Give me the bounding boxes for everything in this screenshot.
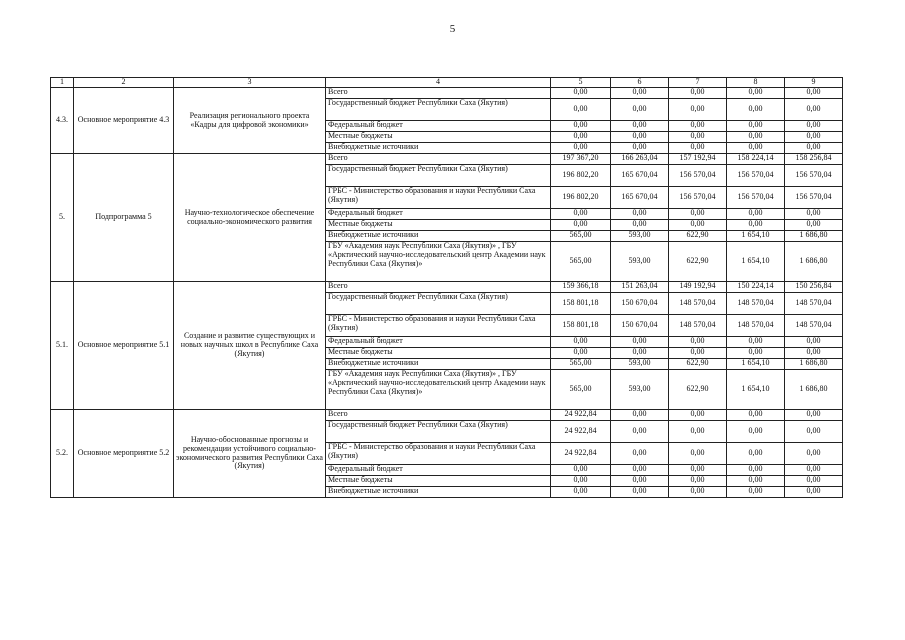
funding-source: Государственный бюджет Республики Саха (Якутия): [326, 99, 551, 121]
header-cell: 7: [669, 78, 727, 88]
value-cell: 148 570,04: [785, 315, 843, 337]
value-cell: 158 224,14: [727, 154, 785, 165]
value-cell: 0,00: [611, 143, 669, 154]
value-cell: 0,00: [611, 99, 669, 121]
value-cell: 0,00: [551, 99, 611, 121]
group-code: 5.2.: [51, 410, 74, 498]
value-cell: 622,90: [669, 359, 727, 370]
header-cell: 1: [51, 78, 74, 88]
funding-source: ГБУ «Академия наук Республики Саха (Якутия)» , ГБУ «Арктический научно-исследовательский центр Академии наук Республики Саха (Якутия)»: [326, 242, 551, 282]
value-cell: 148 570,04: [785, 293, 843, 315]
funding-source: Федеральный бюджет: [326, 465, 551, 476]
value-cell: 151 263,04: [611, 282, 669, 293]
budget-table: [50, 77, 843, 498]
value-cell: 593,00: [611, 231, 669, 242]
value-cell: 0,00: [551, 348, 611, 359]
header-cell: 2: [74, 78, 174, 88]
value-cell: 196 802,20: [551, 165, 611, 187]
funding-source: ГРБС - Министерство образования и науки Республики Саха (Якутия): [326, 443, 551, 465]
value-cell: 0,00: [785, 337, 843, 348]
group-name: Реализация регионального проекта «Кадры для цифровой экономики»: [174, 88, 326, 154]
value-cell: 1 654,10: [727, 359, 785, 370]
value-cell: 24 922,84: [551, 443, 611, 465]
value-cell: 0,00: [669, 410, 727, 421]
value-cell: 150 670,04: [611, 315, 669, 337]
value-cell: 0,00: [611, 465, 669, 476]
value-cell: 150 224,14: [727, 282, 785, 293]
value-cell: 0,00: [551, 487, 611, 498]
value-cell: 622,90: [669, 242, 727, 282]
value-cell: 0,00: [785, 143, 843, 154]
value-cell: 0,00: [611, 121, 669, 132]
value-cell: 0,00: [785, 220, 843, 231]
group-code: 5.1.: [51, 282, 74, 410]
value-cell: 156 570,04: [727, 165, 785, 187]
value-cell: 565,00: [551, 370, 611, 410]
group-name: Создание и развитие существующих и новых научных школ в Республике Саха (Якутия): [174, 282, 326, 410]
value-cell: 0,00: [669, 348, 727, 359]
value-cell: 622,90: [669, 370, 727, 410]
value-cell: 0,00: [727, 348, 785, 359]
value-cell: 0,00: [727, 337, 785, 348]
value-cell: 0,00: [727, 410, 785, 421]
value-cell: 0,00: [727, 465, 785, 476]
funding-source: Внебюджетные источники: [326, 143, 551, 154]
value-cell: 0,00: [611, 209, 669, 220]
header-cell: 9: [785, 78, 843, 88]
group-type: Подпрограмма 5: [74, 154, 174, 282]
funding-source: Государственный бюджет Республики Саха (Якутия): [326, 165, 551, 187]
funding-source: Всего: [326, 88, 551, 99]
header-cell: 8: [727, 78, 785, 88]
value-cell: 148 570,04: [669, 315, 727, 337]
table-row: [51, 88, 843, 99]
value-cell: 158 801,18: [551, 293, 611, 315]
value-cell: 0,00: [669, 421, 727, 443]
value-cell: 0,00: [727, 443, 785, 465]
value-cell: 0,00: [611, 88, 669, 99]
value-cell: 1 654,10: [727, 370, 785, 410]
value-cell: 156 570,04: [785, 187, 843, 209]
value-cell: 148 570,04: [669, 293, 727, 315]
value-cell: 0,00: [611, 410, 669, 421]
value-cell: 593,00: [611, 242, 669, 282]
funding-source: Государственный бюджет Республики Саха (Якутия): [326, 421, 551, 443]
value-cell: 0,00: [669, 443, 727, 465]
page-number: 5: [449, 23, 456, 35]
value-cell: 0,00: [727, 99, 785, 121]
table-body: [51, 78, 843, 498]
funding-source: Внебюджетные источники: [326, 487, 551, 498]
group-name: Научно-обоснованные прогнозы и рекомендации устойчивого социально-экономического развития Республики Саха (Якутия): [174, 410, 326, 498]
value-cell: 196 802,20: [551, 187, 611, 209]
value-cell: 0,00: [551, 132, 611, 143]
value-cell: 565,00: [551, 242, 611, 282]
value-cell: 0,00: [785, 443, 843, 465]
value-cell: 158 256,84: [785, 154, 843, 165]
value-cell: 0,00: [669, 220, 727, 231]
value-cell: 156 570,04: [669, 187, 727, 209]
funding-source: ГРБС - Министерство образования и науки Республики Саха (Якутия): [326, 187, 551, 209]
table-row: [51, 154, 843, 165]
funding-source: Местные бюджеты: [326, 476, 551, 487]
value-cell: 0,00: [727, 220, 785, 231]
value-cell: 0,00: [611, 348, 669, 359]
value-cell: 0,00: [785, 348, 843, 359]
value-cell: 166 263,04: [611, 154, 669, 165]
funding-source: Местные бюджеты: [326, 132, 551, 143]
funding-source: ГРБС - Министерство образования и науки Республики Саха (Якутия): [326, 315, 551, 337]
group-name: Научно-технологическое обеспечение социально-экономического развития: [174, 154, 326, 282]
value-cell: 0,00: [669, 487, 727, 498]
group-code: 5.: [51, 154, 74, 282]
value-cell: 0,00: [785, 88, 843, 99]
value-cell: 0,00: [611, 476, 669, 487]
value-cell: 0,00: [727, 121, 785, 132]
header-cell: 4: [326, 78, 551, 88]
funding-source: Внебюджетные источники: [326, 359, 551, 370]
value-cell: 156 570,04: [727, 187, 785, 209]
value-cell: 622,90: [669, 231, 727, 242]
value-cell: 156 570,04: [669, 165, 727, 187]
value-cell: 0,00: [785, 421, 843, 443]
value-cell: 0,00: [669, 121, 727, 132]
group-type: Основное мероприятие 5.2: [74, 410, 174, 498]
value-cell: 165 670,04: [611, 165, 669, 187]
value-cell: 157 192,94: [669, 154, 727, 165]
value-cell: 0,00: [785, 132, 843, 143]
value-cell: 0,00: [727, 476, 785, 487]
value-cell: 150 256,84: [785, 282, 843, 293]
value-cell: 0,00: [727, 421, 785, 443]
value-cell: 0,00: [551, 121, 611, 132]
value-cell: 148 570,04: [727, 293, 785, 315]
value-cell: 24 922,84: [551, 410, 611, 421]
value-cell: 593,00: [611, 370, 669, 410]
value-cell: 24 922,84: [551, 421, 611, 443]
value-cell: 593,00: [611, 359, 669, 370]
value-cell: 0,00: [611, 132, 669, 143]
funding-source: Всего: [326, 282, 551, 293]
value-cell: 1 686,80: [785, 370, 843, 410]
value-cell: 158 801,18: [551, 315, 611, 337]
value-cell: 0,00: [785, 121, 843, 132]
table-row: [51, 282, 843, 293]
value-cell: 0,00: [785, 99, 843, 121]
value-cell: 0,00: [551, 209, 611, 220]
value-cell: 0,00: [669, 143, 727, 154]
value-cell: 0,00: [669, 476, 727, 487]
value-cell: 0,00: [611, 443, 669, 465]
funding-source: Всего: [326, 410, 551, 421]
value-cell: 1 686,80: [785, 359, 843, 370]
value-cell: 0,00: [727, 209, 785, 220]
value-cell: 0,00: [727, 88, 785, 99]
value-cell: 565,00: [551, 231, 611, 242]
group-type: Основное мероприятие 5.1: [74, 282, 174, 410]
value-cell: 0,00: [785, 465, 843, 476]
value-cell: 0,00: [785, 209, 843, 220]
value-cell: 0,00: [611, 337, 669, 348]
funding-source: Федеральный бюджет: [326, 121, 551, 132]
value-cell: 0,00: [669, 88, 727, 99]
value-cell: 1 654,10: [727, 231, 785, 242]
funding-source: Государственный бюджет Республики Саха (Якутия): [326, 293, 551, 315]
funding-source: ГБУ «Академия наук Республики Саха (Якутия)» , ГБУ «Арктический научно-исследовательский центр Академии наук Республики Саха (Якутия)»: [326, 370, 551, 410]
value-cell: 0,00: [785, 410, 843, 421]
value-cell: 159 366,18: [551, 282, 611, 293]
table-row: [51, 410, 843, 421]
header-cell: 6: [611, 78, 669, 88]
funding-source: Местные бюджеты: [326, 348, 551, 359]
value-cell: 150 670,04: [611, 293, 669, 315]
value-cell: 0,00: [551, 220, 611, 231]
value-cell: 197 367,20: [551, 154, 611, 165]
value-cell: 0,00: [551, 476, 611, 487]
value-cell: 0,00: [727, 132, 785, 143]
group-code: 4.3.: [51, 88, 74, 154]
value-cell: 0,00: [785, 487, 843, 498]
value-cell: 0,00: [611, 487, 669, 498]
value-cell: 565,00: [551, 359, 611, 370]
value-cell: 1 686,80: [785, 231, 843, 242]
funding-source: Федеральный бюджет: [326, 209, 551, 220]
value-cell: 0,00: [551, 465, 611, 476]
value-cell: 0,00: [669, 337, 727, 348]
value-cell: 0,00: [727, 143, 785, 154]
value-cell: 0,00: [669, 209, 727, 220]
group-type: Основное мероприятие 4.3: [74, 88, 174, 154]
value-cell: 0,00: [551, 88, 611, 99]
value-cell: 0,00: [669, 465, 727, 476]
value-cell: 149 192,94: [669, 282, 727, 293]
value-cell: 0,00: [727, 487, 785, 498]
value-cell: 0,00: [551, 143, 611, 154]
header-cell: 3: [174, 78, 326, 88]
funding-source: Местные бюджеты: [326, 220, 551, 231]
funding-source: Федеральный бюджет: [326, 337, 551, 348]
value-cell: 0,00: [551, 337, 611, 348]
value-cell: 0,00: [611, 220, 669, 231]
value-cell: 0,00: [611, 421, 669, 443]
value-cell: 148 570,04: [727, 315, 785, 337]
funding-source: Всего: [326, 154, 551, 165]
value-cell: 0,00: [669, 132, 727, 143]
value-cell: 1 686,80: [785, 242, 843, 282]
funding-source: Внебюджетные источники: [326, 231, 551, 242]
value-cell: 0,00: [669, 99, 727, 121]
header-cell: 5: [551, 78, 611, 88]
value-cell: 165 670,04: [611, 187, 669, 209]
header-row: [51, 78, 843, 88]
value-cell: 156 570,04: [785, 165, 843, 187]
value-cell: 0,00: [785, 476, 843, 487]
value-cell: 1 654,10: [727, 242, 785, 282]
